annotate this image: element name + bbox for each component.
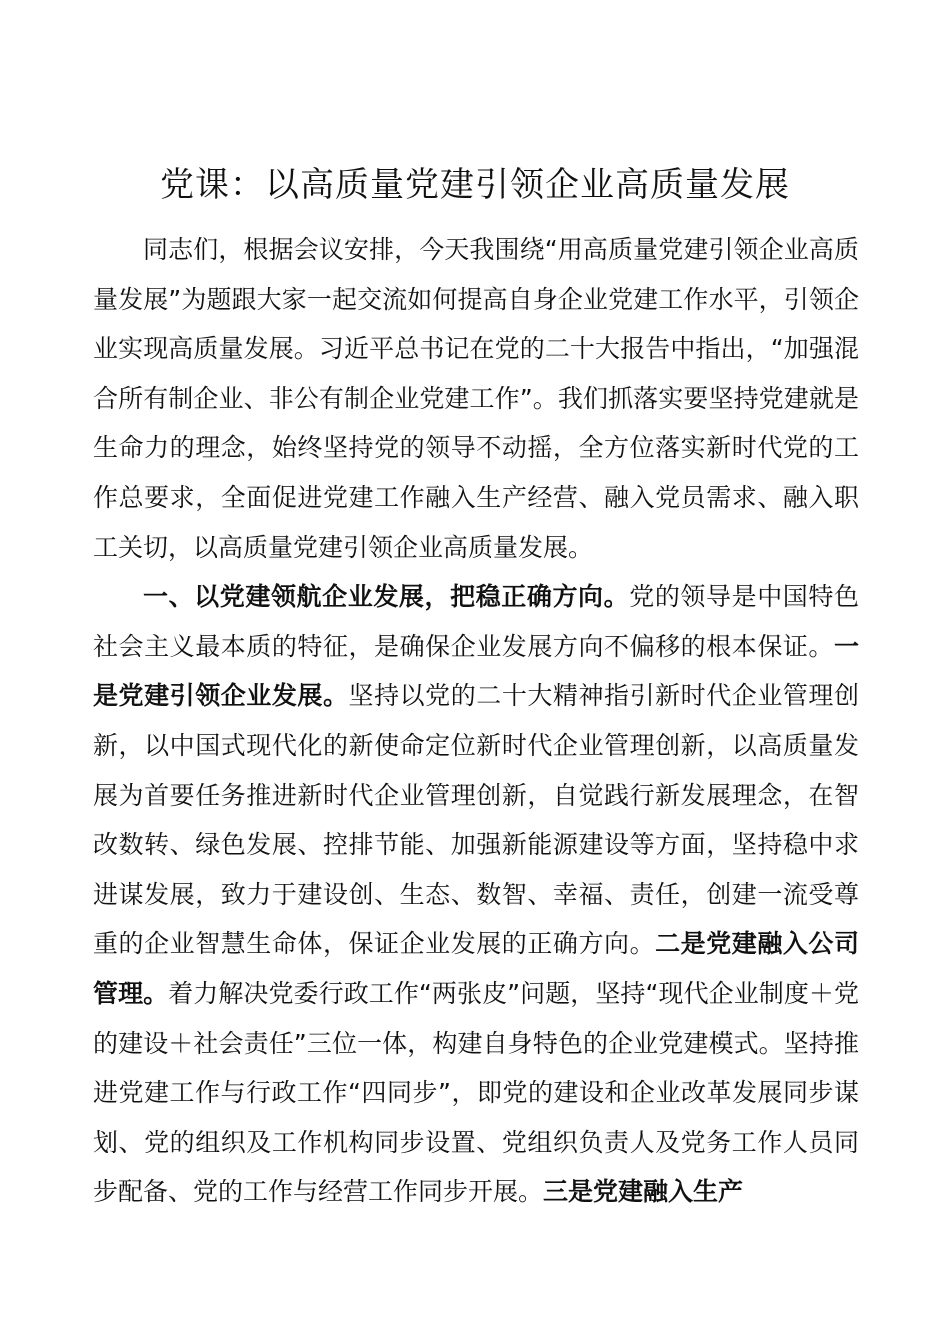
section-1-heading: 一、以党建领航企业发展，把稳正确方向。 [143, 582, 630, 612]
document-body [93, 225, 859, 1217]
section-1-lead: 党的领导是中国特色社会主义最本质的特征，是确保企业发展方向不偏移的根本保证。 [93, 582, 859, 661]
point-2-text: 着力解决党委行政工作“两张皮”问题，坚持“现代企业制度＋党的建设＋社会责任”三位一体，构建自身特色的企业党建模式。坚持推进党建工作与行政工作“四同步”，即党的建设和企业改革发展同步谋划、党的组织及工作机构同步设置、党组织负责人及党务工作人员同步配备、党的工作与经营工作同步开展。 [93, 978, 859, 1207]
point-1-text: 坚持以党的二十大精神指引新时代企业管理创新，以中国式现代化的新使命定位新时代企业管理创新，以高质量发展为首要任务推进新时代企业管理创新，自觉践行新发展理念，在智改数转、绿色发展、控排节能、加强新能源建设等方面，坚持稳中求进谋发展，致力于建设创、生态、数智、幸福、责任，创建一流受尊重的企业智慧生命体，保证企业发展的正确方向。 [93, 681, 859, 959]
document-title: 党课：以高质量党建引领企业高质量发展 [160, 165, 790, 205]
intro-paragraph: 同志们，根据会议安排，今天我围绕“用高质量党建引领企业高质量发展”为题跟大家一起交流如何提高自身企业党建工作水平，引领企业实现高质量发展。习近平总书记在党的二十大报告中指出，“加强混合所有制企业、非公有制企业党建工作”。我们抓落实要坚持党建就是生命力的理念，始终坚持党的领导不动摇，全方位落实新时代党的工作总要求，全面促进党建工作融入生产经营、融入党员需求、融入职工关切，以高质量党建引领企业高质量发展。 [93, 235, 859, 562]
point-1-title: 一是党建引领企业发展。 [93, 631, 859, 711]
point-2-title: 二是党建融入公司管理。 [93, 929, 859, 1008]
point-3-title: 三是党建融入生产 [543, 1177, 744, 1207]
section-1-paragraph [93, 572, 859, 1217]
